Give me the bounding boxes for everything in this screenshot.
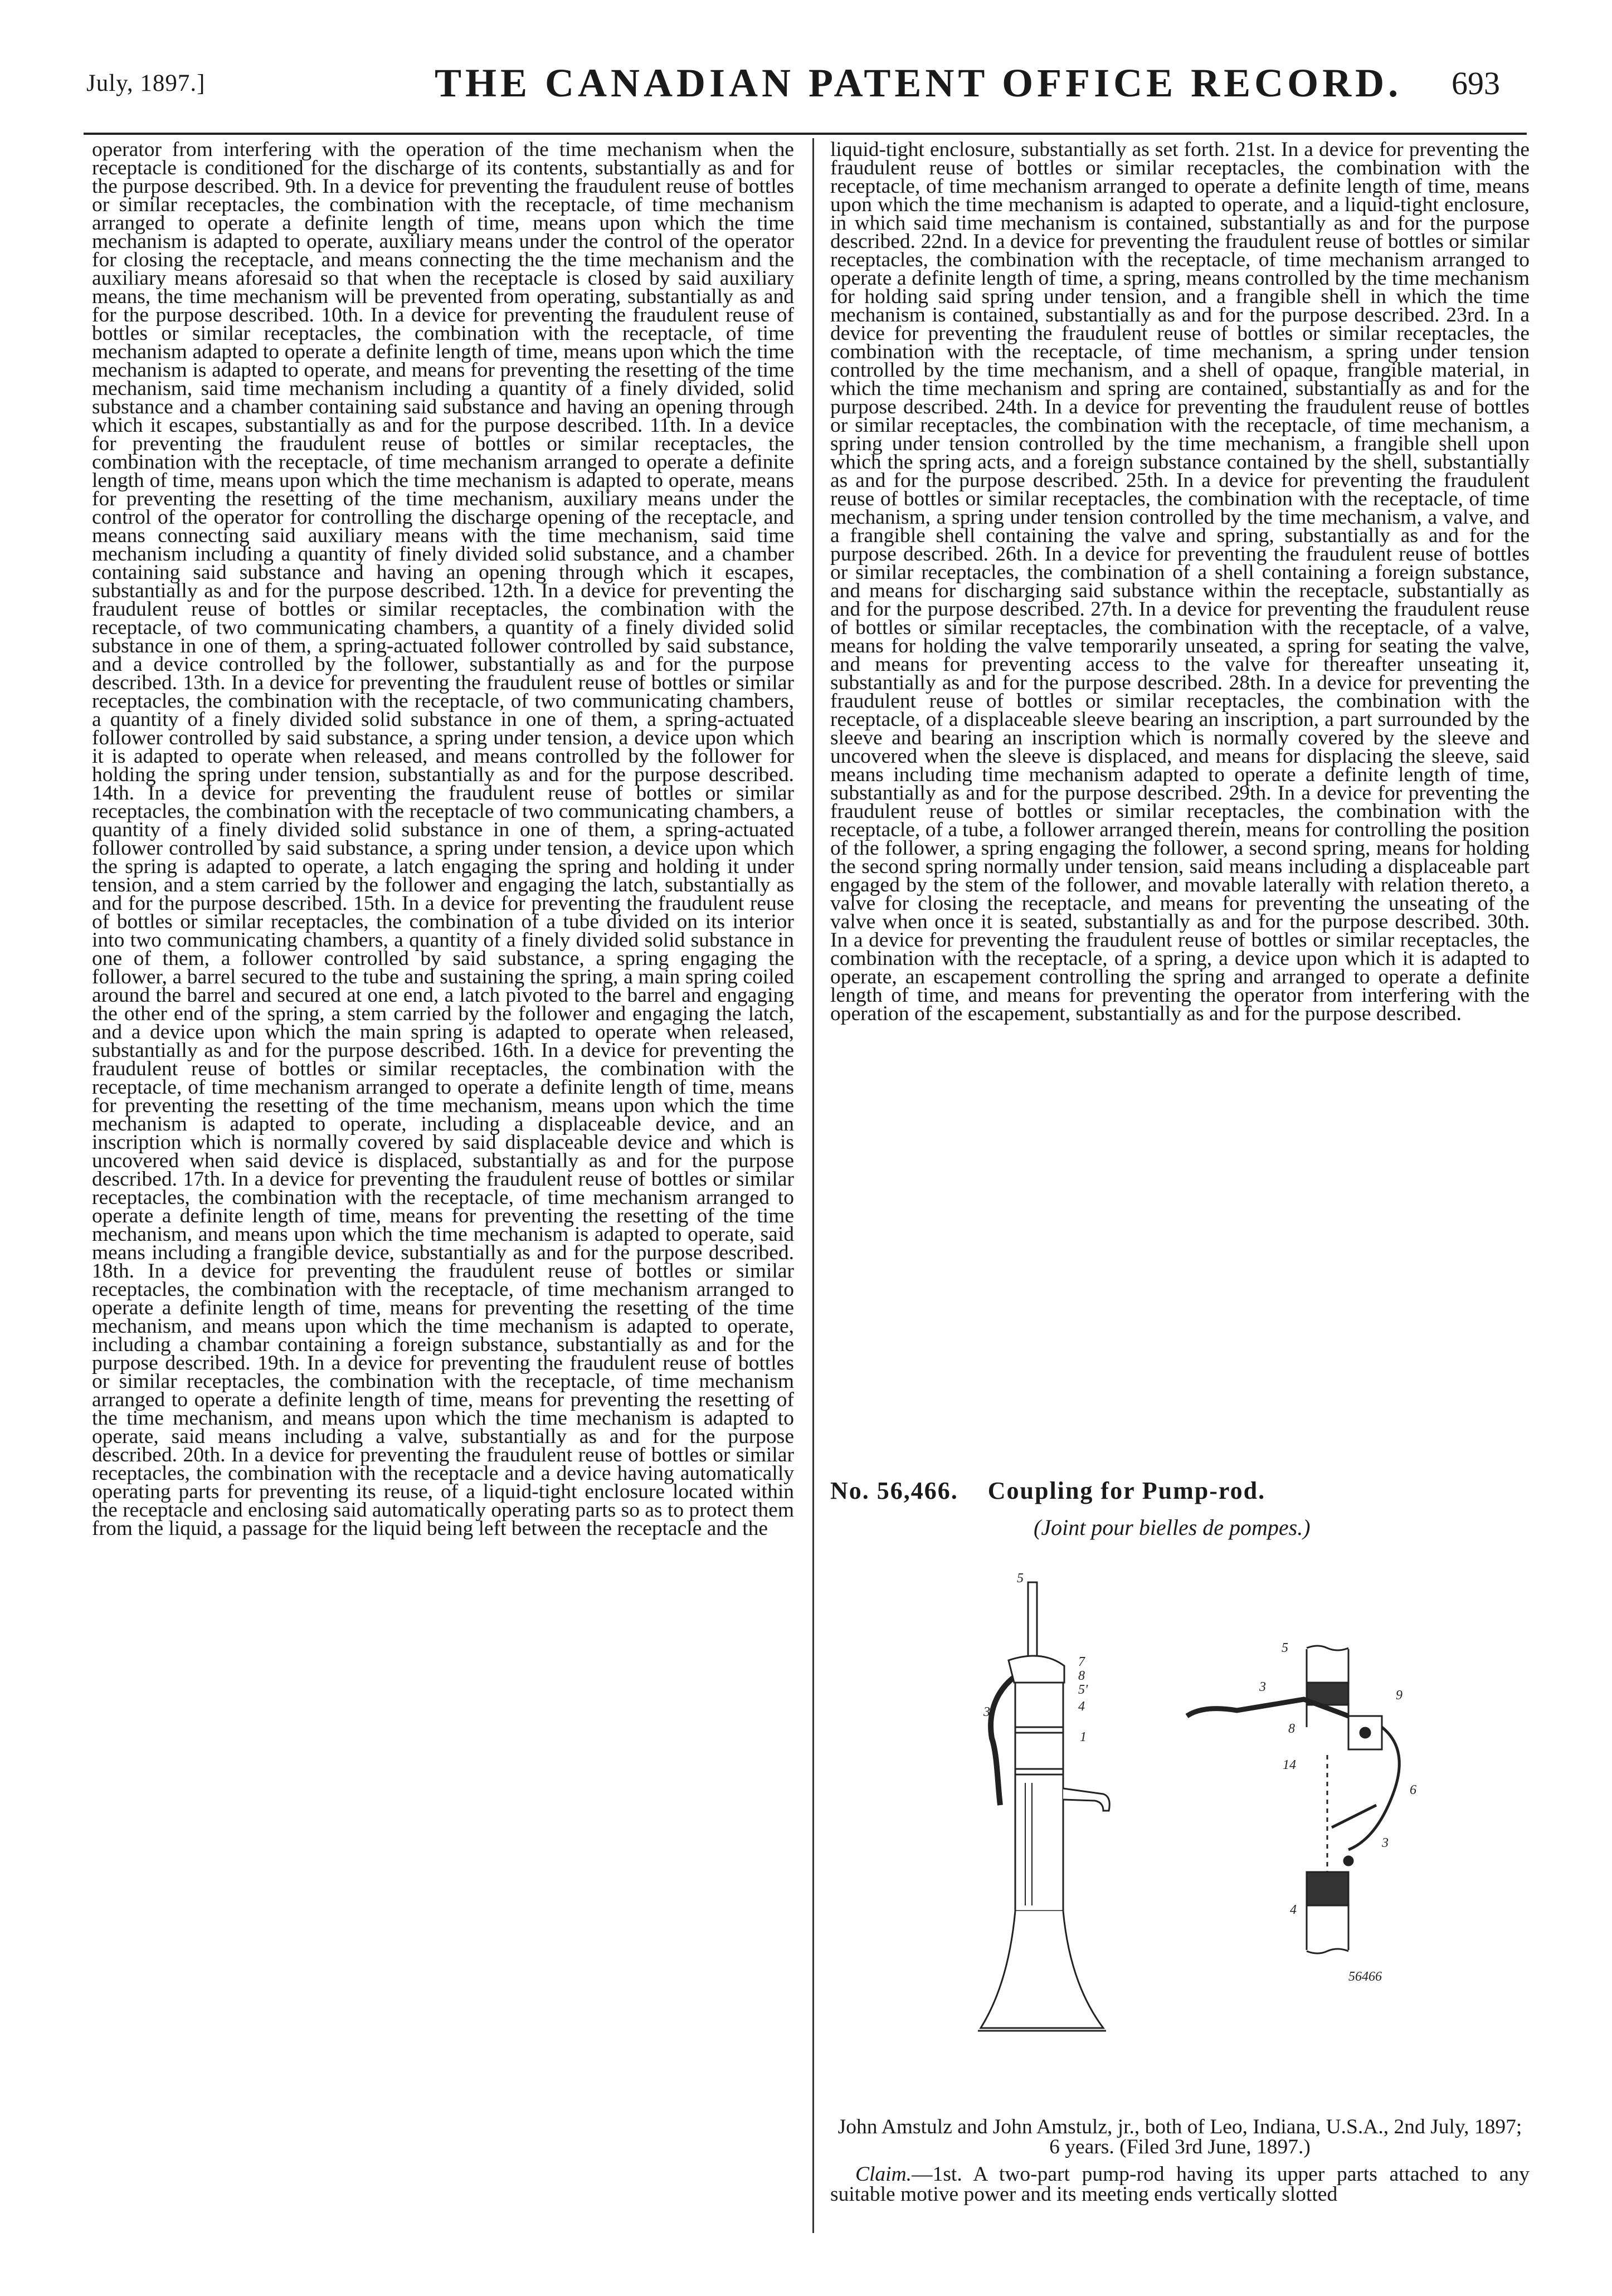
journal-title: THE CANADIAN PATENT OFFICE RECORD. xyxy=(435,61,1402,105)
patent-french-title: (Joint pour bielles de pompes.) xyxy=(1034,1515,1311,1540)
label-detail-8: 8 xyxy=(1288,1722,1295,1736)
claim-paragraph xyxy=(830,2165,1530,2205)
label-pump-5: 5 xyxy=(1017,1571,1024,1586)
label-detail-5: 5 xyxy=(1282,1641,1288,1655)
lower-rod-break xyxy=(1307,1949,1348,1953)
pump-column xyxy=(1015,1683,1063,1911)
page-number: 693 xyxy=(1452,65,1500,101)
label-pump-5b: 5' xyxy=(1078,1683,1088,1697)
column-divider xyxy=(812,138,814,2233)
label-pump-8: 8 xyxy=(1078,1669,1085,1683)
patent-title: Coupling for Pump-rod. xyxy=(987,1477,1266,1504)
figure-signature: 56466 xyxy=(1348,1970,1382,1984)
pump-coupling-figure xyxy=(858,1549,1516,2106)
label-pump-1: 1 xyxy=(1080,1730,1087,1744)
pump-spout xyxy=(1063,1788,1109,1811)
inventor-line: John Amstulz and John Amstulz, jr., both of Leo, Indiana, U.S.A., 2nd July, 1897; 6 years. (Filed 3rd June, 1897.) xyxy=(837,2115,1522,2158)
label-pump-4: 4 xyxy=(1078,1699,1085,1714)
label-detail-3b: 3 xyxy=(1382,1836,1389,1850)
page-header xyxy=(0,0,1612,128)
label-detail-9: 9 xyxy=(1396,1688,1402,1703)
label-detail-3: 3 xyxy=(1259,1680,1266,1694)
lower-pin xyxy=(1344,1856,1353,1865)
link-bar xyxy=(1332,1805,1376,1827)
pump-drawing xyxy=(978,1582,1109,2031)
patent-drawing xyxy=(858,1549,1516,2106)
right-column-text: liquid-tight enclosure, substantially as set forth. 21st. In a device for preventing the fraudulent reuse of bottles or similar receptacles, the combination with the receptacle, of time mechanism arranged to operate a definite length of time, means upon which the time mechanism is adapted to operate, and a liquid-tight enclosure, in which said time mechanism is contained, substantially as and for the purpose described. 22nd. In a device for preventing the fraudulent reuse of bottles or similar receptacles, the combination with the receptacle, of time mechanism arranged to operate a definite length of time, a spring, means controlled by the time mechanism for holding said spring under tension, and a frangible shell in which the time mechanism is contained, substantially as and for the purpose described. 23rd. In a device for preventing the fraudulent reuse of bottles or similar receptacles, the combination with the receptacle, of time mechanism, a spring under tension controlled by the time mechanism, and a shell of opaque, frangible material, in which the time mechanism and spring are contained, substantially as and for the purpose described. 24th. In a device for preventing the fraudulent reuse of bottles or similar receptacles, the combination with the receptacle, of time mechanism, a spring under tension controlled by the time mechanism, a frangible shell upon which the spring acts, and a foreign substance contained by the shell, substantially as and for the purpose described. 25th. In a device for preventing the fraudulent reuse of bottles or similar receptacles, the combination with the receptacle, of time mechanism, a spring under tension controlled by the time mechanism, a valve, and a frangible shell containing the valve and spring, substantially as and for the purpose described. 26th. In a device for preventing the fraudulent reuse of bottles or similar receptacles, the combination of a shell containing a foreign substance, and means for discharging said substance within the receptacle, substantially as and for the purpose described. 27th. In a device for preventing the fraudulent reuse of bottles or similar receptacles, the combination with the receptacle, of a valve, means for holding the valve temporarily unseated, a spring for seating the valve, and means for preventing access to the valve for thereafter unseating it, substantially as and for the purpose described. 28th. In a device for preventing the fraudulent reuse of bottles or similar receptacles, the combination with the receptacle, of a displaceable sleeve bearing an inscription, a part surrounded by the sleeve and bearing an inscription which is normally covered by the sleeve and uncovered when the sleeve is displaced, and means for displacing the sleeve, said means including time mechanism adapted to operate a definite length of time, substantially as and for the purpose described. 29th. In a device for preventing the fraudulent reuse of bottles or similar receptacles, the combination with the receptacle, of a tube, a follower arranged therein, means for controlling the position of the follower, a spring engaging the follower, a second spring, means for holding the second spring normally under tension, said means including a displaceable part engaged by the stem of the follower, and movable laterally with relation thereto, a valve for closing the receptacle, and means for preventing the unseating of the valve when once it is seated, substantially as and for the purpose described. 30th. In a device for preventing the fraudulent reuse of bottles or similar receptacles, the combination with the receptacle, of a spring, a device upon which it is adapted to operate, an escapement controlling the spring and arranged to operate a definite length of time, and means for preventing the operator from interfering with the operation of the escapement, substantially as and for the purpose described. xyxy=(830,140,1530,1025)
left-column-text: operator from interfering with the operation of the time mechanism when the receptacle is conditioned for the discharge of its contents, substantially as and for the purpose described. 9th. In a device for preventing the fraudulent reuse of bottles or similar receptacles, the combination with the receptacle, of time mechanism arranged to operate a definite length of time, means upon which the time mechanism is adapted to operate, auxiliary means under the control of the operator for closing the receptacle, and means connecting the the time mechanism and the auxiliary means aforesaid so that when the receptacle is closed by said auxiliary means, the time mechanism will be prevented from operating, substantially as and for the purpose described. 10th. In a device for preventing the fraudulent reuse of bottles or similar receptacles, the combination with the receptacle, of time mechanism adapted to operate a definite length of time, means upon which the time mechanism is adapted to operate, and means for preventing the resetting of the time mechanism, said time mechanism including a quantity of a finely divided, solid substance and a chamber containing said substance and having an opening through which it escapes, substantially as and for the purpose described. 11th. In a device for preventing the fraudulent reuse of bottles or similar receptacles, the combination with the receptacle, of time mechanism arranged to operate a definite length of time, means upon which the time mechanism is adapted to operate, means for preventing the resetting of the time mechanism, auxiliary means under the control of the operator for controlling the discharge opening of the receptacle, and means connecting said auxiliary means with the time mechanism, said time mechanism including a quantity of finely divided solid substance, and a chamber containing said substance and having an opening through which it escapes, substantially as and for the purpose described. 12th. In a device for preventing the fraudulent reuse of bottles or similar receptacles, the combination with the receptacle, of two communicating chambers, a quantity of a finely divided solid substance in one of them, a spring-actuated follower controlled by said substance, and a device controlled by the follower, substantially as and for the purpose described. 13th. In a device for preventing the fraudulent reuse of bottles or similar receptacles, the combination with the receptacle, of two communicating chambers, a quantity of a finely divided solid substance in one of them, a spring-actuated follower controlled by said substance, a spring under tension, a device upon which it is adapted to operate when released, and means controlled by the follower for holding the spring under tension, substantially as and for the purpose described. 14th. In a device for preventing the fraudulent reuse of bottles or similar receptacles, the combination with the receptacle of two communicating chambers, a quantity of a finely divided solid substance in one of them, a spring-actuated follower controlled by said substance, a spring under tension, a device upon which the spring is adapted to operate, a latch engaging the spring and holding it under tension, and a stem carried by the follower and engaging the latch, substantially as and for the purpose described. 15th. In a device for preventing the fraudulent reuse of bottles or similar receptacles, the combination of a tube divided on its interior into two communicating chambers, a quantity of a finely divided solid substance in one of them, a follower controlled by said substance, a spring engaging the follower, a barrel secured to the tube and sustaining the spring, a main spring coiled around the barrel and secured at one end, a latch pivoted to the barrel and engaging the other end of the spring, a stem carried by the follower and engaging the latch, and a device upon which the main spring is adapted to operate when released, substantially as and for the purpose described. 16th. In a device for preventing the fraudulent reuse of bottles or similar receptacles, the combination with the receptacle, of time mechanism arranged to operate a definite length of time, means for preventing the resetting of the time mechanism, means upon which the time mechanism is adapted to operate, including a displaceable device, and an inscription which is normally covered by said displaceable device and which is uncovered when said device is displaced, substantially as and for the purpose described. 17th. In a device for preventing the fraudulent reuse of bottles or similar receptacles, the combination with the receptacle, of time mechanism arranged to operate a definite length of time, means for preventing the resetting of the time mechanism, and means upon which the time mechanism is adapted to operate, said means including a frangible device, substantially as and for the purpose described. 18th. In a device for preventing the fraudulent reuse of bottles or similar receptacles, the combination with the receptacle, of time mechanism arranged to operate a definite length of time, means for preventing the resetting of the time mechanism, and means upon which the time mechanism is adapted to operate, including a chambar containing a foreign substance, substantially as and for the purpose described. 19th. In a device for preventing the fraudulent reuse of bottles or similar receptacles, the combination with the receptacle, of time mechanism arranged to operate a definite length of time, means for preventing the resetting of the time mechanism, and means upon which the time mechanism is adapted to operate, said means including a valve, substantially as and for the purpose described. 20th. In a device for preventing the fraudulent reuse of bottles or similar receptacles, the combination with the receptacle and a device having automatically operating parts for preventing its reuse, of a liquid-tight enclosure located within the receptacle and enclosing said automatically operating parts so as to protect them from the liquid, a passage for the liquid being left between the receptacle and the xyxy=(92,140,794,1540)
label-detail-14: 14 xyxy=(1283,1758,1296,1772)
patent-heading xyxy=(830,1476,1265,1505)
lower-band xyxy=(1307,1872,1348,1905)
issue-date: July, 1897.] xyxy=(86,70,206,96)
upper-rod-break xyxy=(1307,1646,1348,1650)
coupling-pin xyxy=(1360,1728,1370,1738)
header-rule xyxy=(84,133,1527,135)
claim-text: —1st. A two-part pump-rod having its upper parts attached to any suitable motive power and its meeting ends vertically slotted xyxy=(830,2163,1530,2206)
label-detail-6: 6 xyxy=(1410,1783,1416,1797)
patent-number: No. 56,466. xyxy=(830,1477,958,1504)
pump-cap xyxy=(1009,1656,1064,1683)
label-pump-3: 3 xyxy=(983,1705,990,1719)
label-pump-7: 7 xyxy=(1078,1655,1085,1669)
claim-lead: Claim. xyxy=(855,2163,912,2186)
pump-base xyxy=(981,1911,1103,2028)
label-detail-4: 4 xyxy=(1290,1903,1297,1917)
